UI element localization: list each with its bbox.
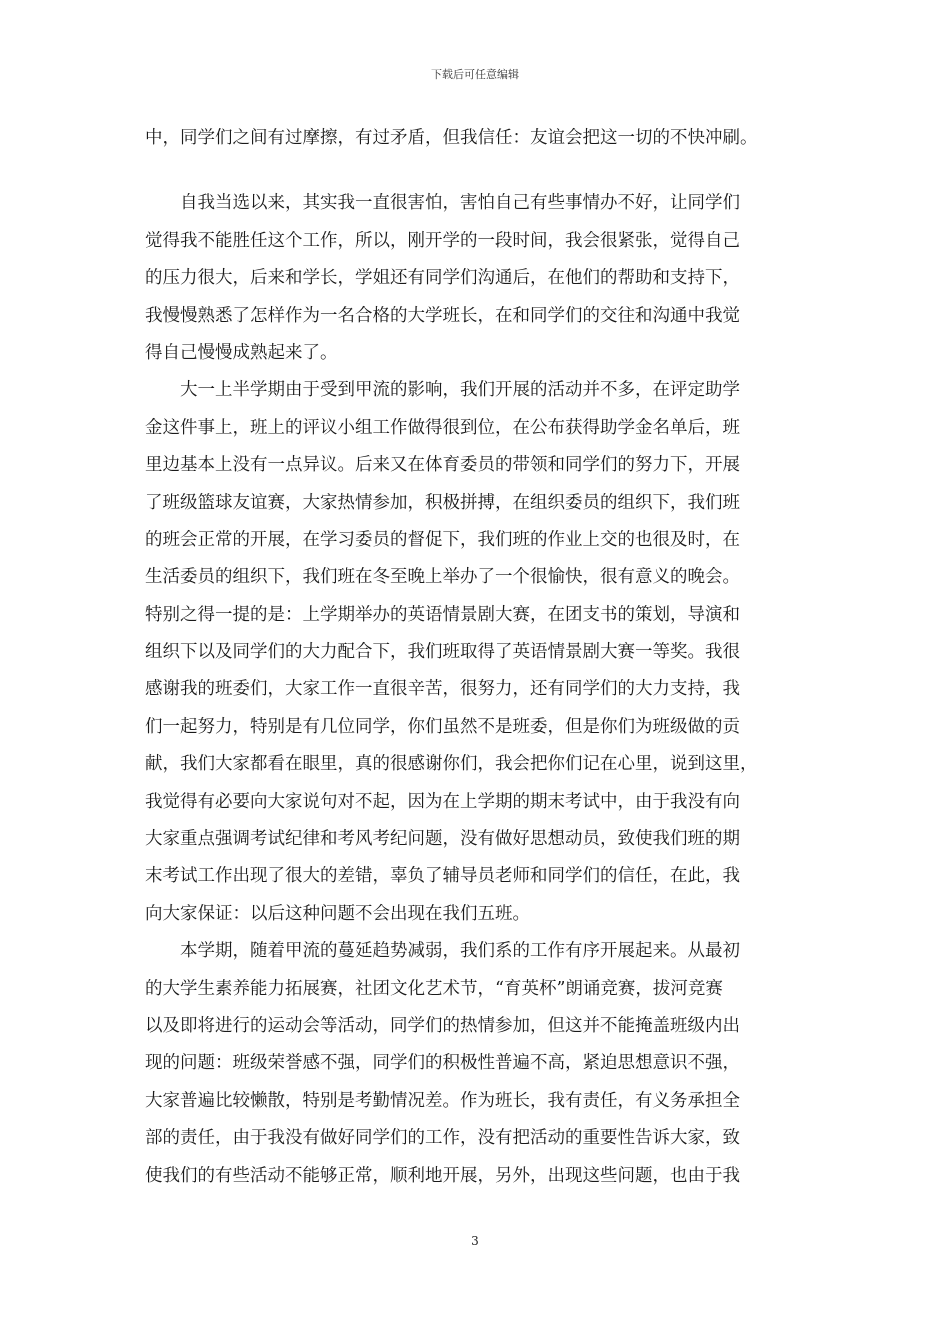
text-line: 本学期，随着甲流的蔓延趋势减弱，我们系的工作有序开展起来。从最初 bbox=[145, 941, 740, 962]
text-line: 的压力很大，后来和学长，学姐还有同学们沟通后，在他们的帮助和支持下， bbox=[145, 268, 740, 289]
document-body bbox=[145, 120, 811, 1195]
text-line: 现的问题：班级荣誉感不强，同学们的积极性普遍不高，紧迫思想意识不强， bbox=[145, 1053, 740, 1074]
text-line: 我慢慢熟悉了怎样作为一名合格的大学班长，在和同学们的交往和沟通中我觉 bbox=[145, 305, 740, 326]
text-line: 部的责任，由于我没有做好同学们的工作，没有把活动的重要性告诉大家，致 bbox=[145, 1128, 740, 1149]
text-line: 献，我们大家都看在眼里，真的很感谢你们，我会把你们记在心里，说到这里， bbox=[145, 754, 758, 775]
text-line: 生活委员的组织下，我们班在冬至晚上举办了一个很愉快，很有意义的晚会。 bbox=[145, 567, 740, 588]
text-line: 金这件事上，班上的评议小组工作做得很到位，在公布获得助学金名单后，班 bbox=[145, 417, 740, 438]
text-line: 里边基本上没有一点异议。后来又在体育委员的带领和同学们的努力下，开展 bbox=[145, 455, 740, 476]
text-line: 特别之得一提的是：上学期举办的英语情景剧大赛，在团支书的策划，导演和 bbox=[145, 604, 740, 625]
text-line: 得自己慢慢成熟起来了。 bbox=[145, 342, 338, 363]
text-line: 觉得我不能胜任这个工作，所以，刚开学的一段时间，我会很紧张，觉得自己 bbox=[145, 230, 740, 251]
page-header: 下载后可任意编辑 bbox=[431, 68, 519, 81]
text-line: 使我们的有些活动不能够正常，顺利地开展，另外，出现这些问题，也由于我 bbox=[145, 1165, 740, 1186]
paragraph bbox=[145, 372, 811, 933]
text-line: 大家普遍比较懒散，特别是考勤情况差。作为班长，我有责任，有义务承担全 bbox=[145, 1090, 740, 1111]
text-line: 末考试工作出现了很大的差错，辜负了辅导员老师和同学们的信任，在此，我 bbox=[145, 866, 740, 887]
text-line: 的班会正常的开展，在学习委员的督促下，我们班的作业上交的也很及时，在 bbox=[145, 529, 740, 550]
text-line: 感谢我的班委们，大家工作一直很辛苦，很努力，还有同学们的大力支持，我 bbox=[145, 679, 740, 700]
page-number: 3 bbox=[471, 1234, 479, 1248]
paragraph bbox=[145, 933, 811, 1195]
text-line: 的大学生素养能力拓展赛，社团文化艺术节，“育英杯”朗诵竞赛，拔河竞赛 bbox=[145, 978, 723, 999]
text-line: 我觉得有必要向大家说句对不起，因为在上学期的期末考试中，由于我没有向 bbox=[145, 791, 740, 812]
text-line: 大家重点强调考试纪律和考风考纪问题，没有做好思想动员，致使我们班的期 bbox=[145, 829, 740, 850]
text-line: 自我当选以来，其实我一直很害怕，害怕自己有些事情办不好，让同学们 bbox=[145, 193, 740, 214]
paragraph bbox=[145, 120, 811, 157]
text-line: 中，同学们之间有过摩擦，有过矛盾，但我信任：友谊会把这一切的不快冲刷。 bbox=[145, 128, 758, 148]
text-line: 了班级篮球友谊赛，大家热情参加，积极拼搏，在组织委员的组织下，我们班 bbox=[145, 492, 740, 513]
text-line: 以及即将进行的运动会等活动，同学们的热情参加，但这并不能掩盖班级内出 bbox=[145, 1015, 740, 1036]
paragraph bbox=[145, 185, 811, 372]
paragraph-gap bbox=[145, 157, 811, 185]
text-line: 们一起努力，特别是有几位同学，你们虽然不是班委，但是你们为班级做的贡 bbox=[145, 716, 740, 737]
text-line: 组织下以及同学们的大力配合下，我们班取得了英语情景剧大赛一等奖。我很 bbox=[145, 642, 740, 663]
text-line: 向大家保证：以后这种问题不会出现在我们五班。 bbox=[145, 903, 530, 924]
text-line: 大一上半学期由于受到甲流的影响，我们开展的活动并不多，在评定助学 bbox=[145, 380, 740, 401]
